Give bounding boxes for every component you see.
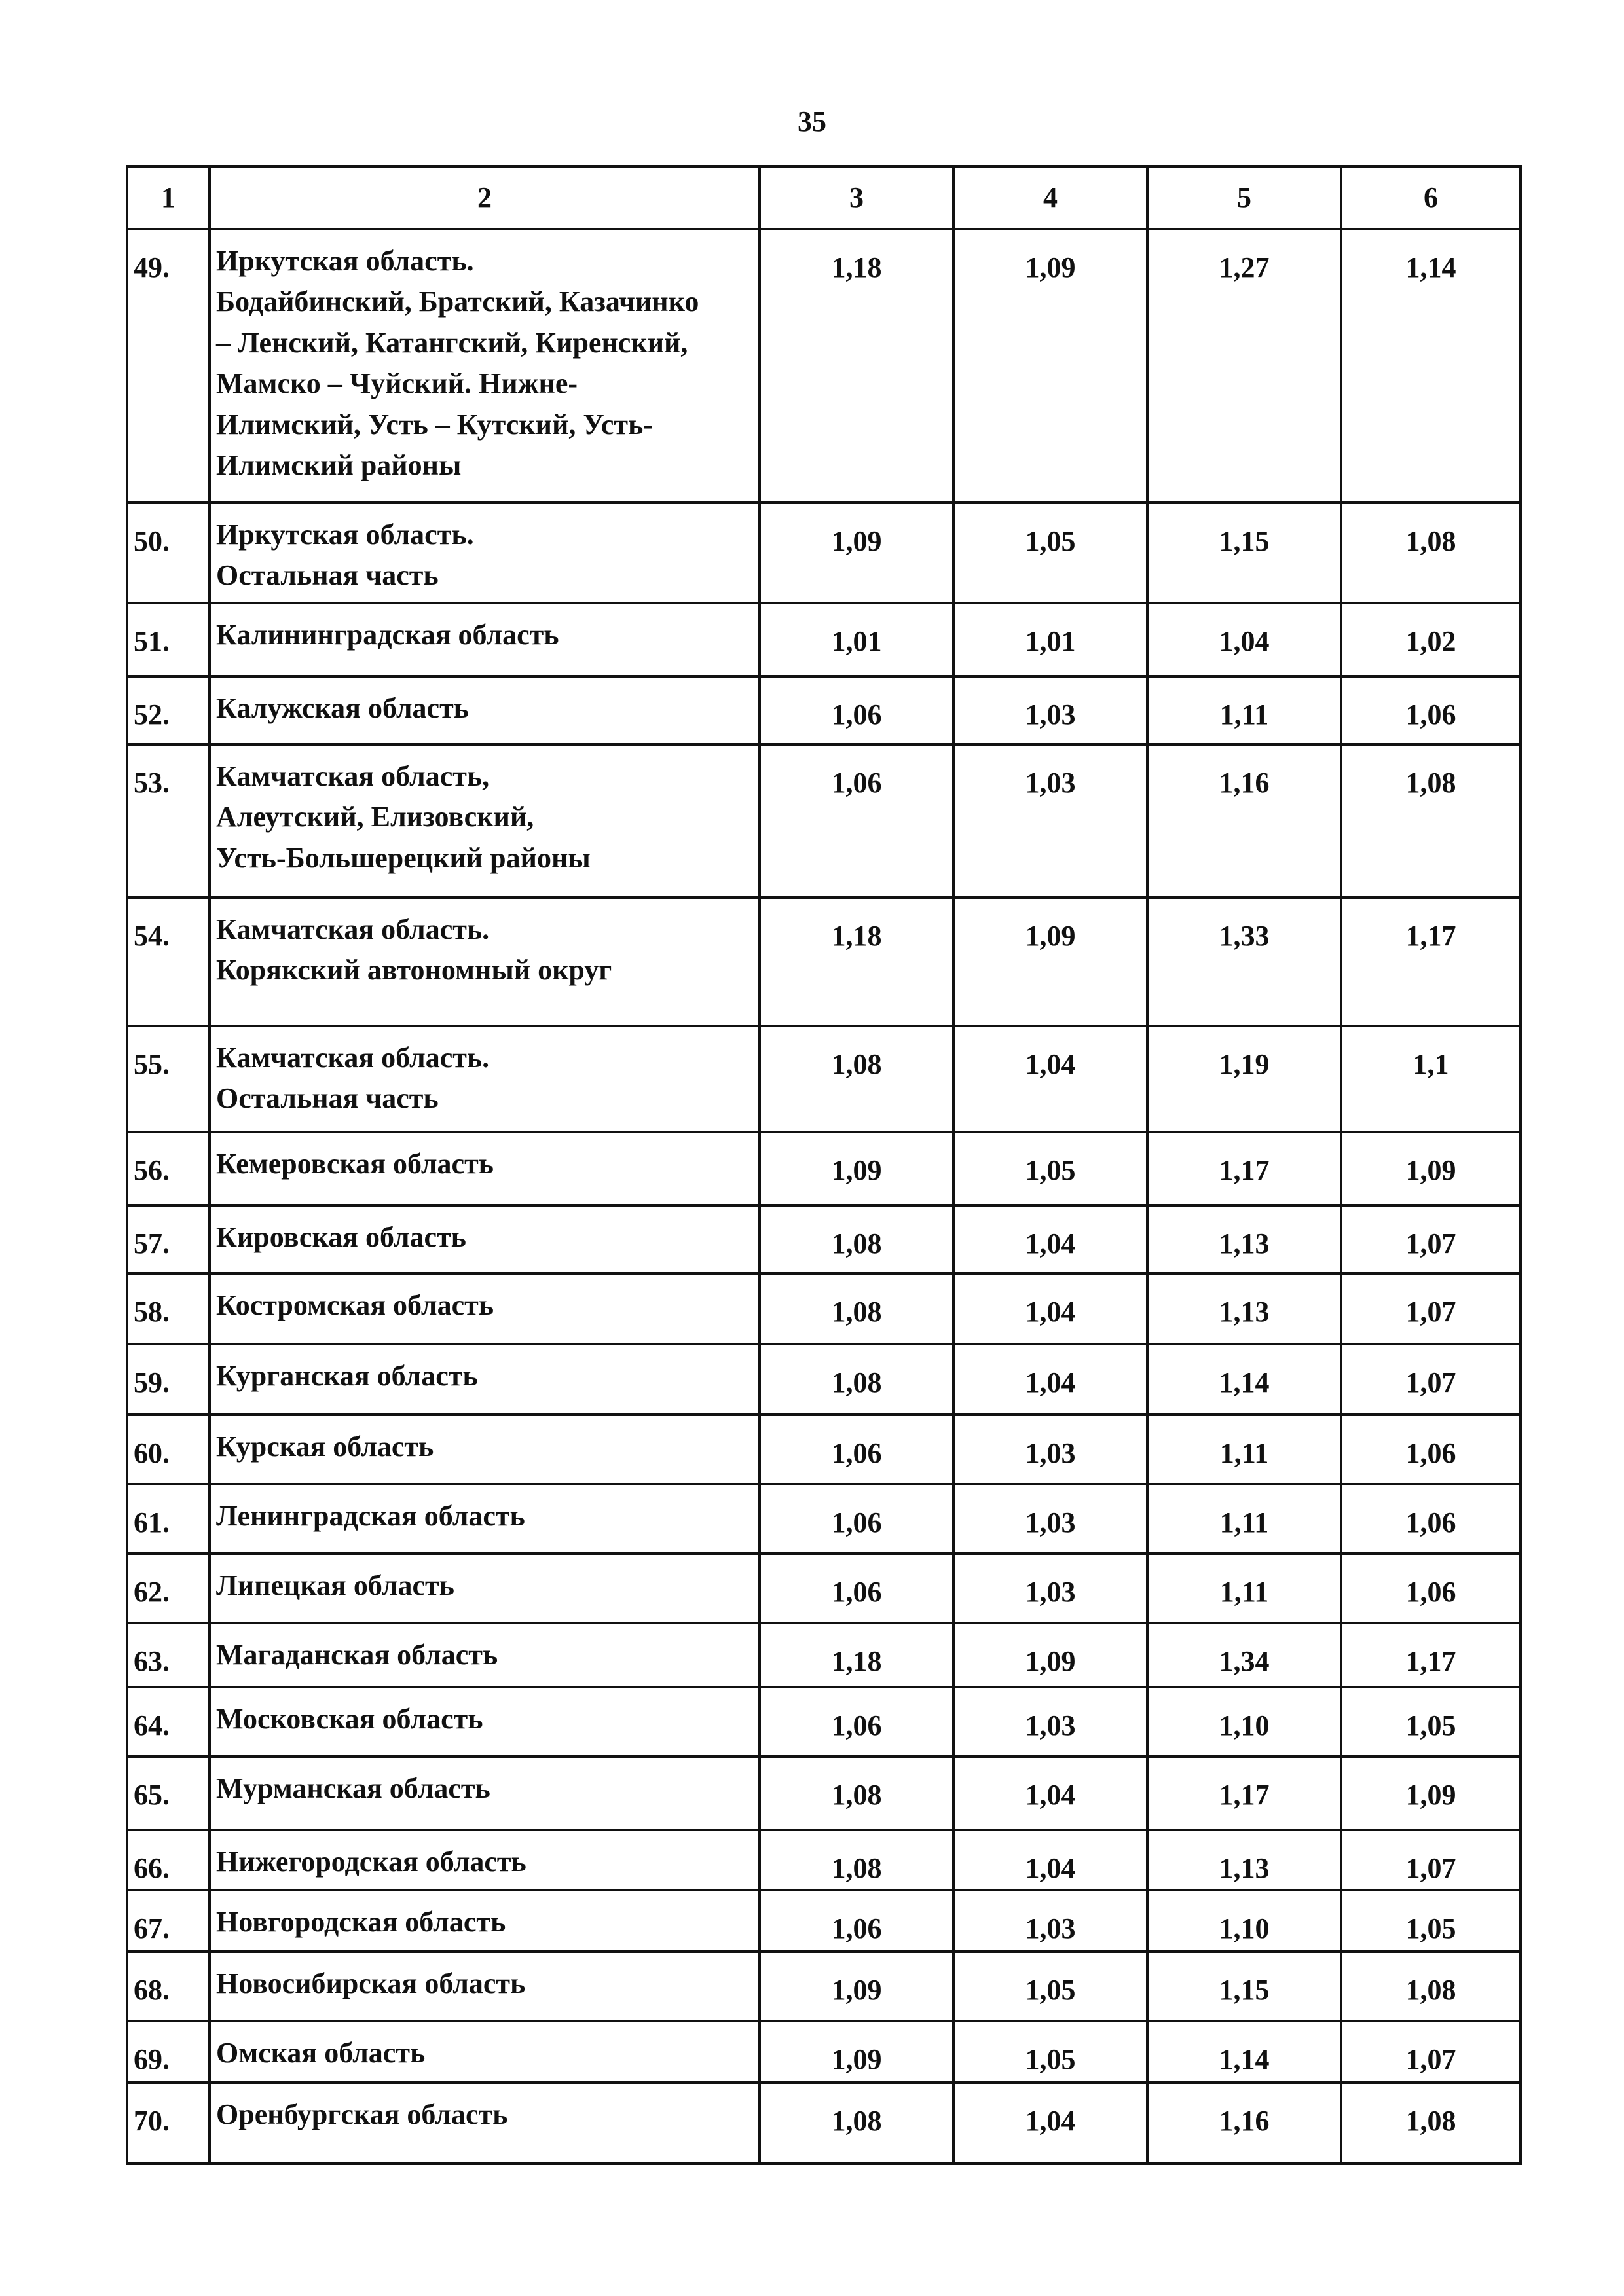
region-name-line: Оренбургская область	[216, 2098, 508, 2131]
coefficient-col-4: 1,03	[953, 744, 1147, 898]
coefficient-col-4: 1,05	[953, 1952, 1147, 2021]
table-row	[127, 1687, 1521, 1757]
row-number: 54.	[127, 898, 210, 1026]
coefficient-col-5: 1,15	[1147, 503, 1341, 603]
coefficient-col-5: 1,11	[1147, 1415, 1341, 1484]
coefficient-col-3: 1,08	[760, 2083, 953, 2164]
coefficient-col-3: 1,08	[760, 1830, 953, 1890]
region-name	[210, 503, 760, 603]
coefficient-col-6: 1,05	[1341, 1687, 1521, 1757]
coefficient-col-4: 1,05	[953, 1132, 1147, 1205]
coefficient-col-6: 1,08	[1341, 503, 1521, 603]
coefficient-col-6: 1,06	[1341, 676, 1521, 744]
coefficient-col-6: 1,14	[1341, 229, 1521, 503]
coefficient-col-4: 1,09	[953, 1623, 1147, 1687]
region-name	[210, 1026, 760, 1132]
region-name	[210, 229, 760, 503]
coefficient-col-4: 1,05	[953, 2021, 1147, 2083]
table-row	[127, 2021, 1521, 2083]
region-name-line: Кемеровская область	[216, 1147, 494, 1180]
region-name-line: – Ленский, Катангский, Киренский,	[216, 326, 688, 359]
coefficient-col-5: 1,10	[1147, 1890, 1341, 1952]
row-number: 53.	[127, 744, 210, 898]
coefficient-col-5: 1,13	[1147, 1205, 1341, 1273]
region-name-line: Алеутский, Елизовский,	[216, 801, 534, 833]
header-row	[127, 166, 1521, 229]
coefficient-col-4: 1,09	[953, 229, 1147, 503]
coefficient-col-3: 1,08	[760, 1205, 953, 1273]
table-row	[127, 898, 1521, 1026]
table-row	[127, 744, 1521, 898]
coefficient-col-4: 1,03	[953, 676, 1147, 744]
coefficient-col-3: 1,06	[760, 1554, 953, 1623]
region-name	[210, 603, 760, 676]
region-name	[210, 1344, 760, 1415]
row-number: 69.	[127, 2021, 210, 2083]
region-name	[210, 2021, 760, 2083]
row-number: 49.	[127, 229, 210, 503]
region-name	[210, 676, 760, 744]
region-name-line: Остальная часть	[216, 559, 439, 592]
table-row	[127, 1554, 1521, 1623]
row-number: 65.	[127, 1757, 210, 1830]
coefficient-col-3: 1,06	[760, 1484, 953, 1554]
column-header-5: 5	[1147, 166, 1341, 229]
region-name-line: Калининградская область	[216, 618, 559, 651]
coefficient-col-4: 1,03	[953, 1554, 1147, 1623]
region-name-line: Камчатская область.	[216, 913, 490, 945]
coefficients-table	[126, 165, 1522, 2165]
coefficient-col-4: 1,09	[953, 898, 1147, 1026]
region-name	[210, 1623, 760, 1687]
coefficient-col-5: 1,14	[1147, 1344, 1341, 1415]
coefficient-col-3: 1,09	[760, 1952, 953, 2021]
table-row	[127, 1205, 1521, 1273]
coefficient-col-4: 1,03	[953, 1687, 1147, 1757]
coefficient-col-4: 1,04	[953, 2083, 1147, 2164]
region-name-line: Усть-Большерецкий районы	[216, 841, 591, 874]
coefficient-col-5: 1,15	[1147, 1952, 1341, 2021]
region-name-line: Липецкая область	[216, 1569, 454, 1601]
region-name	[210, 1890, 760, 1952]
coefficient-col-3: 1,18	[760, 898, 953, 1026]
row-number: 60.	[127, 1415, 210, 1484]
table-row	[127, 1026, 1521, 1132]
row-number: 70.	[127, 2083, 210, 2164]
coefficient-col-6: 1,17	[1341, 898, 1521, 1026]
region-name-line: Нижегородская область	[216, 1845, 526, 1878]
table-row	[127, 1623, 1521, 1687]
region-name-line: Новосибирская область	[216, 1967, 526, 2000]
table-row	[127, 1273, 1521, 1344]
table-row	[127, 1484, 1521, 1554]
coefficient-col-5: 1,04	[1147, 603, 1341, 676]
coefficient-col-4: 1,04	[953, 1205, 1147, 1273]
coefficient-col-6: 1,07	[1341, 2021, 1521, 2083]
coefficient-col-5: 1,16	[1147, 2083, 1341, 2164]
column-header-4: 4	[953, 166, 1147, 229]
row-number: 58.	[127, 1273, 210, 1344]
region-name-line: Костромская область	[216, 1288, 494, 1321]
region-name	[210, 744, 760, 898]
region-name	[210, 1687, 760, 1757]
row-number: 61.	[127, 1484, 210, 1554]
coefficient-col-4: 1,03	[953, 1890, 1147, 1952]
region-name-line: Корякский автономный округ	[216, 954, 612, 987]
table-body	[127, 229, 1521, 2164]
row-number: 51.	[127, 603, 210, 676]
coefficient-col-5: 1,13	[1147, 1273, 1341, 1344]
row-number: 52.	[127, 676, 210, 744]
region-name-line: Бодайбинский, Братский, Казачинко	[216, 285, 699, 318]
region-name-line: Камчатская область,	[216, 759, 490, 792]
coefficient-col-5: 1,27	[1147, 229, 1341, 503]
table-row	[127, 503, 1521, 603]
column-header-3: 3	[760, 166, 953, 229]
region-name-line: Кировская область	[216, 1220, 466, 1253]
coefficient-col-5: 1,11	[1147, 676, 1341, 744]
coefficient-col-3: 1,08	[760, 1757, 953, 1830]
coefficient-col-4: 1,04	[953, 1830, 1147, 1890]
region-name	[210, 1132, 760, 1205]
coefficient-col-3: 1,08	[760, 1344, 953, 1415]
coefficient-col-4: 1,05	[953, 503, 1147, 603]
table-row	[127, 1757, 1521, 1830]
region-name-line: Курганская область	[216, 1359, 478, 1392]
region-name-line: Иркутская область.	[216, 519, 474, 551]
coefficient-col-5: 1,16	[1147, 744, 1341, 898]
table-row	[127, 229, 1521, 503]
coefficient-col-4: 1,04	[953, 1026, 1147, 1132]
row-number: 59.	[127, 1344, 210, 1415]
coefficient-col-3: 1,18	[760, 229, 953, 503]
coefficient-col-3: 1,06	[760, 1415, 953, 1484]
region-name	[210, 1757, 760, 1830]
region-name-line: Калужская область	[216, 691, 469, 724]
region-name	[210, 1484, 760, 1554]
coefficient-col-5: 1,19	[1147, 1026, 1341, 1132]
region-name-line: Остальная часть	[216, 1082, 439, 1115]
column-header-6: 6	[1341, 166, 1521, 229]
region-name-line: Илимский районы	[216, 449, 462, 482]
region-name-line: Мамско – Чуйский. Нижне-	[216, 367, 578, 400]
table-row	[127, 2083, 1521, 2164]
region-name	[210, 1273, 760, 1344]
region-name-line: Московская область	[216, 1702, 483, 1735]
coefficient-col-4: 1,01	[953, 603, 1147, 676]
row-number: 50.	[127, 503, 210, 603]
coefficient-col-5: 1,11	[1147, 1554, 1341, 1623]
region-name-line: Новгородская область	[216, 1906, 506, 1939]
row-number: 66.	[127, 1830, 210, 1890]
coefficient-col-6: 1,09	[1341, 1132, 1521, 1205]
coefficient-col-3: 1,01	[760, 603, 953, 676]
region-name	[210, 1554, 760, 1623]
coefficient-col-6: 1,1	[1341, 1026, 1521, 1132]
region-name	[210, 1415, 760, 1484]
coefficient-col-6: 1,09	[1341, 1757, 1521, 1830]
row-number: 67.	[127, 1890, 210, 1952]
region-name-line: Иркутская область.	[216, 245, 474, 277]
coefficient-col-5: 1,13	[1147, 1830, 1341, 1890]
coefficient-col-6: 1,08	[1341, 1952, 1521, 2021]
coefficient-col-5: 1,17	[1147, 1757, 1341, 1830]
region-name-line: Илимский, Усть – Кутский, Усть-	[216, 408, 653, 441]
region-name-line: Ленинградская область	[216, 1499, 525, 1532]
coefficient-col-3: 1,08	[760, 1273, 953, 1344]
table-row	[127, 676, 1521, 744]
coefficient-col-4: 1,04	[953, 1757, 1147, 1830]
table-row	[127, 1132, 1521, 1205]
coefficient-col-5: 1,11	[1147, 1484, 1341, 1554]
region-name	[210, 1205, 760, 1273]
row-number: 56.	[127, 1132, 210, 1205]
region-name-line: Магаданская область	[216, 1638, 498, 1671]
coefficient-col-4: 1,03	[953, 1484, 1147, 1554]
coefficient-col-6: 1,02	[1341, 603, 1521, 676]
coefficient-col-6: 1,07	[1341, 1830, 1521, 1890]
table-row	[127, 1344, 1521, 1415]
coefficient-col-4: 1,03	[953, 1415, 1147, 1484]
coefficient-col-3: 1,06	[760, 1890, 953, 1952]
column-header-1: 1	[127, 166, 210, 229]
coefficient-col-3: 1,06	[760, 744, 953, 898]
coefficient-col-5: 1,17	[1147, 1132, 1341, 1205]
row-number: 55.	[127, 1026, 210, 1132]
coefficient-col-3: 1,06	[760, 1687, 953, 1757]
coefficient-col-5: 1,34	[1147, 1623, 1341, 1687]
coefficient-col-5: 1,14	[1147, 2021, 1341, 2083]
coefficient-col-6: 1,08	[1341, 744, 1521, 898]
coefficient-col-6: 1,06	[1341, 1554, 1521, 1623]
coefficient-col-3: 1,09	[760, 503, 953, 603]
row-number: 63.	[127, 1623, 210, 1687]
coefficient-col-5: 1,33	[1147, 898, 1341, 1026]
coefficient-col-6: 1,05	[1341, 1890, 1521, 1952]
coefficient-col-4: 1,04	[953, 1273, 1147, 1344]
coefficient-col-4: 1,04	[953, 1344, 1147, 1415]
table-row	[127, 603, 1521, 676]
coefficient-col-6: 1,06	[1341, 1415, 1521, 1484]
coefficient-col-3: 1,06	[760, 676, 953, 744]
table-row	[127, 1830, 1521, 1890]
coefficient-col-5: 1,10	[1147, 1687, 1341, 1757]
region-name	[210, 2083, 760, 2164]
table-header	[127, 166, 1521, 229]
coefficient-col-6: 1,07	[1341, 1205, 1521, 1273]
table-row	[127, 1952, 1521, 2021]
region-name	[210, 1952, 760, 2021]
row-number: 64.	[127, 1687, 210, 1757]
coefficient-col-3: 1,09	[760, 1132, 953, 1205]
page-number: 35	[798, 105, 826, 137]
region-name-line: Мурманская область	[216, 1772, 490, 1804]
coefficient-col-6: 1,07	[1341, 1273, 1521, 1344]
coefficient-col-3: 1,18	[760, 1623, 953, 1687]
coefficient-col-6: 1,07	[1341, 1344, 1521, 1415]
coefficient-col-3: 1,09	[760, 2021, 953, 2083]
table-row	[127, 1890, 1521, 1952]
coefficient-col-6: 1,08	[1341, 2083, 1521, 2164]
row-number: 57.	[127, 1205, 210, 1273]
region-name-line: Камчатская область.	[216, 1041, 490, 1074]
coefficient-col-6: 1,06	[1341, 1484, 1521, 1554]
row-number: 68.	[127, 1952, 210, 2021]
region-name	[210, 898, 760, 1026]
table-row	[127, 1415, 1521, 1484]
coefficient-col-6: 1,17	[1341, 1623, 1521, 1687]
row-number: 62.	[127, 1554, 210, 1623]
region-name	[210, 1830, 760, 1890]
coefficient-col-3: 1,08	[760, 1026, 953, 1132]
region-name-line: Омская область	[216, 2037, 426, 2069]
column-header-2: 2	[210, 166, 760, 229]
region-name-line: Курская область	[216, 1430, 434, 1463]
